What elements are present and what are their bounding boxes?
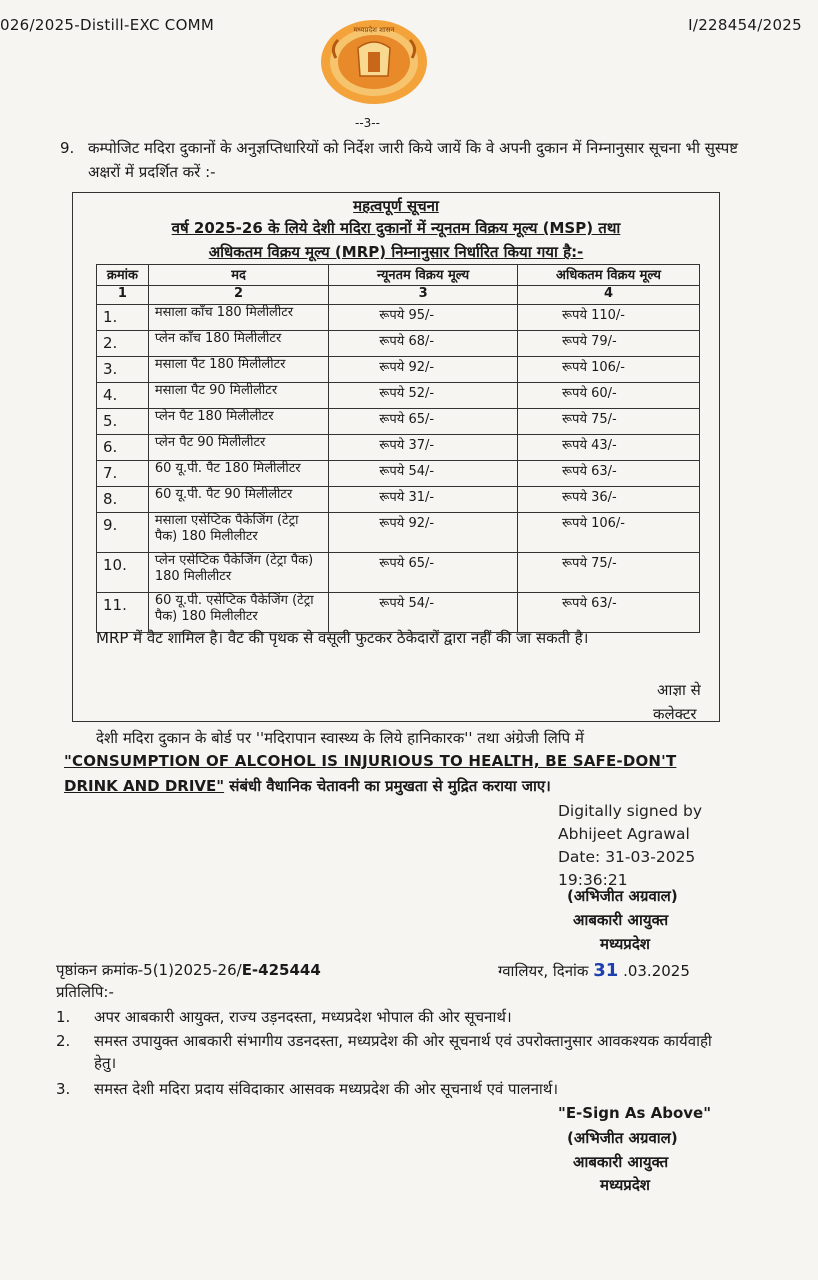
row-mrp: रूपये 36/- — [517, 487, 699, 513]
item-text: कम्पोजिट मदिरा दुकानों के अनुज्ञप्तिधारियों को निर्देश जारी किये जायें कि वे अपनी दुकान में निम्नानुसार सूचना भी सुस्पष्ट अक्षरों में प्रदर्शित करें :- — [88, 139, 738, 181]
row-msp: रूपये 92/- — [329, 357, 518, 383]
state-emblem-icon — [318, 18, 430, 108]
table-row — [97, 357, 700, 383]
date-suffix: .03.2025 — [623, 962, 690, 980]
row-msp: रूपये 54/- — [329, 461, 518, 487]
row-item: प्लेन एसेप्टिक पैकेजिंग (टेट्रा पैक) 180 मिलीलीटर — [148, 553, 328, 593]
row-serial: 6. — [97, 435, 149, 461]
copy-to-label: प्रतिलिपि:- — [56, 983, 114, 1001]
row-item: प्लेन कॉंच 180 मिलीलीटर — [148, 331, 328, 357]
english-warning-text: DRINK AND DRIVE" — [64, 777, 225, 795]
notice-subtitle-line1: वर्ष 2025-26 के लिये देशी मदिरा दुकानों में न्यूनतम विक्रय मूल्य (MSP) तथा — [171, 219, 621, 237]
row-serial: 4. — [97, 383, 149, 409]
copy-item-text: समस्त देशी मदिरा प्रदाय संविदाकार आसवक मध्यप्रदेश की ओर सूचनार्थ एवं पालनार्थ। — [94, 1080, 559, 1098]
table-row — [97, 461, 700, 487]
row-serial: 5. — [97, 409, 149, 435]
table-row — [97, 593, 700, 633]
row-serial: 10. — [97, 553, 149, 593]
item-number: 9. — [60, 139, 75, 157]
signatory-designation: आबकारी आयुक्त — [573, 911, 669, 929]
row-serial: 8. — [97, 487, 149, 513]
copy-item-number: 2. — [56, 1032, 71, 1050]
digital-signature-line: 19:36:21 — [558, 871, 628, 889]
copy-item-number: 1. — [56, 1008, 71, 1026]
col-header-serial: क्रमांक — [97, 265, 149, 286]
row-item: प्लेन पैट 90 मिलीलीटर — [148, 435, 328, 461]
copy-item — [56, 1078, 716, 1100]
endorsement-ref-prefix: पृष्ठांकन क्रमांक-5(1)2025-26/ — [56, 961, 242, 979]
endorsement-signatory-designation: आबकारी आयुक्त — [573, 1153, 669, 1171]
english-warning-line1: "CONSUMPTION OF ALCOHOL IS INJURIOUS TO HEALTH, BE SAFE-DON'T — [64, 752, 677, 770]
instruction-item-9 — [60, 136, 740, 184]
header-left-reference: 026/2025-Distill-EXC COMM — [0, 16, 215, 34]
row-mrp: रूपये 63/- — [517, 461, 699, 487]
copy-item — [56, 1006, 716, 1028]
order-by-label: आज्ञा से — [657, 681, 701, 699]
row-item: 60 यू.पी. पैट 180 मिलीलीटर — [148, 461, 328, 487]
table-row — [97, 513, 700, 553]
row-msp: रूपये 37/- — [329, 435, 518, 461]
table-row — [97, 383, 700, 409]
row-mrp: रूपये 110/- — [517, 305, 699, 331]
notice-subtitle-line2: अधिकतम विक्रय मूल्य (MRP) निम्नानुसार निर्धारित किया गया है:- — [208, 243, 584, 261]
row-serial: 7. — [97, 461, 149, 487]
signatory-state: मध्यप्रदेश — [600, 935, 651, 953]
copy-item-text: समस्त उपायुक्त आबकारी संभागीय उडनदस्ता, मध्यप्रदेश की ओर सूचनार्थ एवं उपरोक्तानुसार आवकश्यक कार्यवाही हेतु। — [94, 1032, 712, 1072]
digital-signature-block — [558, 800, 702, 892]
col-header-mrp: अधिकतम विक्रय मूल्य — [517, 265, 699, 286]
row-serial: 1. — [97, 305, 149, 331]
row-item: मसाला कॉंच 180 मिलीलीटर — [148, 305, 328, 331]
table-row — [97, 553, 700, 593]
row-serial: 9. — [97, 513, 149, 553]
row-msp: रूपये 95/- — [329, 305, 518, 331]
place-date-prefix: ग्वालियर, दिनांक — [498, 962, 589, 980]
state-emblem — [318, 18, 430, 108]
table-row — [97, 487, 700, 513]
col-index: 2 — [148, 286, 328, 305]
row-msp: रूपये 31/- — [329, 487, 518, 513]
row-msp: रूपये 65/- — [329, 553, 518, 593]
row-item: मसाला एसेप्टिक पैकेजिंग (टेट्रा पैक) 180 मिलीलीटर — [148, 513, 328, 553]
col-index: 3 — [329, 286, 518, 305]
copy-item-text: अपर आबकारी आयुक्त, राज्य उड़नदस्ता, मध्यप्रदेश भोपाल की ओर सूचनार्थ। — [94, 1008, 512, 1026]
endorsement-place-date — [498, 960, 690, 981]
esign-label: "E-Sign As Above" — [558, 1104, 712, 1122]
warning-instruction-text: संबंधी वैधानिक चेतावनी का प्रमुखता से मुद्रित कराया जाए। — [224, 777, 551, 795]
col-index: 4 — [517, 286, 699, 305]
english-warning-line2 — [64, 776, 551, 796]
col-header-msp: न्यूनतम विक्रय मूल्य — [329, 265, 518, 286]
table-row — [97, 331, 700, 357]
row-mrp: रूपये 106/- — [517, 513, 699, 553]
row-mrp: रूपये 43/- — [517, 435, 699, 461]
board-instruction: देशी मदिरा दुकान के बोर्ड पर ''मदिरापान स्वास्थ्य के लिये हानिकारक'' तथा अंग्रेजी लिपि में — [96, 729, 584, 747]
notice-title: महत्वपूर्ण सूचना — [353, 197, 439, 215]
table-row — [97, 305, 700, 331]
header-right-reference: I/228454/2025 — [688, 16, 802, 34]
row-serial: 11. — [97, 593, 149, 633]
endorsement-ref-number: E-425444 — [241, 961, 321, 979]
page-number: --3-- — [355, 116, 380, 130]
row-msp: रूपये 52/- — [329, 383, 518, 409]
row-msp: रूपये 65/- — [329, 409, 518, 435]
digital-signature-line: Abhijeet Agrawal — [558, 825, 690, 843]
copy-item — [56, 1030, 716, 1074]
row-serial: 3. — [97, 357, 149, 383]
row-mrp: रूपये 63/- — [517, 593, 699, 633]
row-item: मसाला पैट 180 मिलीलीटर — [148, 357, 328, 383]
row-mrp: रूपये 75/- — [517, 409, 699, 435]
endorsement-signatory-state: मध्यप्रदेश — [600, 1176, 651, 1194]
table-row — [97, 409, 700, 435]
signatory-name: (अभिजीत अग्रवाल) — [567, 887, 678, 905]
handwritten-day: 31 — [593, 960, 619, 981]
collector-label: कलेक्टर — [653, 705, 697, 723]
row-mrp: रूपये 106/- — [517, 357, 699, 383]
table-row — [97, 435, 700, 461]
mrp-note: MRP में वैट शामिल है। वैट की पृथक से वसूली फुटकर ठेकेदारों द्वारा नहीं की जा सकती है। — [96, 629, 589, 647]
row-mrp: रूपये 75/- — [517, 553, 699, 593]
row-serial: 2. — [97, 331, 149, 357]
digital-signature-line: Date: 31-03-2025 — [558, 848, 696, 866]
row-item: प्लेन पैट 180 मिलीलीटर — [148, 409, 328, 435]
endorsement-reference — [56, 960, 321, 980]
row-mrp: रूपये 79/- — [517, 331, 699, 357]
copy-item-number: 3. — [56, 1080, 71, 1098]
col-header-item: मद — [148, 265, 328, 286]
row-msp: रूपये 54/- — [329, 593, 518, 633]
row-item: 60 यू.पी. पैट 90 मिलीलीटर — [148, 487, 328, 513]
price-table — [96, 264, 700, 633]
emblem-lettering: मध्यप्रदेश शासन — [353, 26, 395, 34]
row-item: मसाला पैट 90 मिलीलीटर — [148, 383, 328, 409]
row-item: 60 यू.पी. एसेप्टिक पैकेजिंग (टेट्रा पैक) 180 मिलीलीटर — [148, 593, 328, 633]
row-msp: रूपये 92/- — [329, 513, 518, 553]
row-mrp: रूपये 60/- — [517, 383, 699, 409]
digital-signature-line: Digitally signed by — [558, 802, 703, 820]
col-index: 1 — [97, 286, 149, 305]
row-msp: रूपये 68/- — [329, 331, 518, 357]
endorsement-signatory-name: (अभिजीत अग्रवाल) — [567, 1129, 678, 1147]
